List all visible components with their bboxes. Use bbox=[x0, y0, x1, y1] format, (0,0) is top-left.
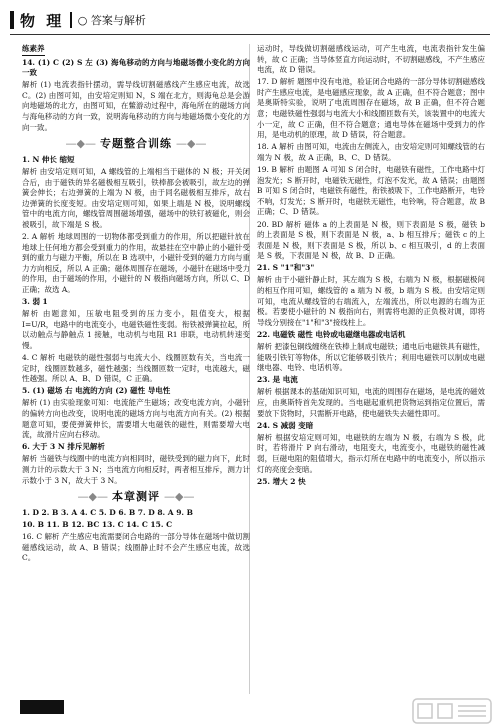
continued-16: 运动时，导线做切割磁感线运动，可产生电流，电流表指针发生偏转，故 C 正确；当导体竖直方向运动时，不切割磁感线，不产生感应电流，故 D 错误。 bbox=[257, 44, 485, 75]
explanation-21: 解析 由于小磁针静止时，其左端为 S 极，右端为 N 极，根据磁极间的相互作用可知，螺线管的 a 端为 N 极，b 端为 S 极。由安培定则可知，电流从螺线管的右端流入，左端流出，所以电源的右端为正极。若要使小磁针的 N 极指向右，则需将电源的正负极对调，即将导线分别接在"1"和"3"接线柱上。 bbox=[257, 275, 485, 327]
explanation-1: 解析 由安培定则可知，A 螺线管的上端相当于磁体的 N 极；开关闭合后，由于磁铁的异名磁极相互吸引，铁棒都会被吸引，故左边的弹簧会伸长；右边弹簧的上端为 N 极，由于同名磁极相互排斥，故右边弹簧的长度变短。由安培定则可知，如果上端是 N 极，说明螺线管中的电流方向，螺线管周围磁场增强，磁场中的铁钉被磁化，则会被吸引，故下端是 S 极。 bbox=[22, 166, 250, 229]
practice-tag: 练素养 bbox=[22, 44, 45, 56]
answer-25: 25. 增大 2 快 bbox=[257, 476, 306, 486]
answer-23: 23. 是 电流 bbox=[257, 375, 298, 385]
explanation-14: 解析 (1) 电流表指针摆动，需导线切割磁感线产生感应电流，故选 C。(2) 由图可知，由安培定则知 N，S 端在北方，则海龟总是会游向地磁场的北方，由图可知，在鳖游动过程中，海龟所在的磁场方向与海龟移动的方向一致，说明海龟移动的方向与地磁场微小变化的方向一致。 bbox=[22, 80, 250, 132]
answer-5: 5. (1) 磁场 右 电流的方向 (2) 磁性 导电性 bbox=[22, 386, 171, 396]
answer-1: 1. N 伸长 缩短 bbox=[22, 154, 75, 164]
answer-6: 6. 大于 3 N 排斥见解析 bbox=[22, 442, 105, 452]
answer-16: 16. C 解析 产生感应电流需要闭合电路的一部分导体在磁场中做切割磁感线运动，故 A、B 错误；线圈静止时不会产生感应电流，故选 C。 bbox=[22, 531, 250, 563]
answer-21: 21. S "1"和"3" bbox=[257, 263, 315, 273]
section-title-special: —◆— 专题整合训练 —◆— bbox=[65, 137, 207, 151]
answers-1-9: 1. D 2. B 3. A 4. C 5. D 6. B 7. D 8. A 9. B bbox=[22, 507, 193, 517]
section-title-test: —◆— 本章测评 —◆— bbox=[77, 490, 195, 504]
answer-3: 3. 弱 1 bbox=[22, 297, 48, 307]
explanation-23: 解析 根据课本的基础知识可知，电流的周围存在磁场，是电流的磁效应，由奥斯特首先发现的。当电磁起重机把货物运到指定位置后，需要放下货物时，只需断开电路，使电磁铁失去磁性即可。 bbox=[257, 387, 485, 418]
explanation-24: 解析 根据安培定则可知，电磁铁的左端为 N 极，右端为 S 极，此时，若将滑片 P 向右滑动，电阻变大，电流变小，电磁铁的磁性减弱，巨磁电阻的阻值增大，指示灯所在电路中的电流变小，所以指示灯的亮度会变暗。 bbox=[257, 432, 485, 474]
left-column bbox=[22, 44, 250, 692]
header-subtitle: ○ 答案与解析 bbox=[77, 14, 146, 27]
page-number-block bbox=[20, 700, 64, 714]
page-header bbox=[10, 6, 490, 35]
answers-10-15: 10. B 11. B 12. BC 13. C 14. C 15. C bbox=[22, 519, 173, 529]
answer-4: 4. C 解析 电磁铁的磁性强弱与电流大小、线圈匝数有关，当电流一定时，线圈匝数越多，磁性越强；当线圈匝数一定时，电流越大，磁性越强。所以 A、B、D 错误，C 正确。 bbox=[22, 353, 250, 384]
header-title: 物 理 bbox=[20, 11, 65, 30]
explanation-22: 解析 把漆包铜线缠绕在铁棒上制成电磁铁；通电后电磁铁具有磁性，能吸引铁钉等物体，所以它能够吸引铁片；利用电磁铁可以制成电磁继电器、电铃、电话机等。 bbox=[257, 342, 485, 373]
explanation-3: 解析 由题意知，压敏电阻受到的压力变小，阻值变大，根据 I=U/R，电路中的电流变小，电磁铁磁性变弱。衔铁被弹簧拉起，所以动触点与静触点 1 接触，电动机与电阻 R1 串联，电动机转速变慢。 bbox=[22, 309, 250, 350]
right-column bbox=[257, 44, 485, 692]
answer-14: 14. (1) C (2) S 左 (3) 海龟移动的方向与地磁场微小变化的方向一致 bbox=[22, 57, 250, 78]
answer-22: 22. 电磁铁 磁性 电铃或电磁继电器或电话机 bbox=[257, 329, 406, 339]
answer-24: 24. S 减弱 变暗 bbox=[257, 420, 314, 430]
explanation-5: 解析 (1) 由实验现象可知：电流能产生磁场；改变电流方向，小磁针的偏转方向也改变，说明电流的磁场方向与电流方向有关。(2) 根据题意可知，要使弹簧伸长，需要增大电磁铁的磁性，则需要增大电流，故滑片应向右移动。 bbox=[22, 398, 250, 440]
answer-2: 2. A 解析 地球周围的一切物体都受到重力的作用，所以把磁针放在地球上任何地方都会受到重力的作用，故悬挂在空中静止的小磁针受到的重力与磁力平衡，所以在 B 选项中，小磁针受到的磁力方向与重力方向相反，所以 A 正确；磁体周围存在磁场，小磁针在磁场中受力的作用，由于磁场的作用，小磁针的 N 极指向磁场方向，所以 C、D 正确；故选 A。 bbox=[22, 232, 250, 294]
answer-19: 19. B 解析 由题图 A 可知 S 闭合时，电磁铁有磁性，工作电路中灯泡发光；S 断开时，电磁铁无磁性，灯泡不发光，故 A 错误；由题图 B 可知 S 闭合时，电磁铁有磁性，衔铁被吸下，工作电路断开，电铃不响，灯发光；S 断开时，电磁铁无磁性，电铃响，符合题意，故 B 正确；C、D 错误。 bbox=[257, 165, 485, 217]
answer-18: 18. A 解析 由图可知，电流由左侧流入，由安培定则可知螺线管的右端为 N 极，故 A 正确，B、C、D 错误。 bbox=[257, 142, 485, 162]
header-separator bbox=[70, 12, 72, 28]
answer-20: 20. BD 解析 磁体 a 的上表面是 N 极，则下表面是 S 极，磁铁 b 的上表面是 S 极，则下表面是 N 极，a、b 相互排斥；磁铁 c 的上表面是 N 极，则下表面是 S 极，所以 b、c 相互吸引，d 的上表面是 S 极，下表面是 N 极，故 B、D 正确。 bbox=[257, 219, 485, 261]
header-bar bbox=[10, 11, 14, 29]
answer-17: 17. D 解析 题图中没有电池，验证闭合电路的一部分导体切割磁感线时产生感应电流，是电磁感应现象，故 A 正确，但不符合题意；图中是奥斯特实验，说明了电流周围存在磁场，故 B 正确，但不符合题意；电磁铁磁性强弱与电流大小和线圈匝数有关，该装置中的电流大小一定，故 C 正确，但不符合题意；通电导体在磁场中受到力的作用，是电动机的原理，故 D 错误，符合题意。 bbox=[257, 77, 485, 140]
watermark-logo bbox=[412, 698, 492, 724]
explanation-6: 解析 当磁铁与线圈中的电流方向相同时，磁铁受到的磁力向下，此时测力计的示数大于 3 N；当电流方向相反时，两者相互排斥，测力计示数小于 3 N，故大于 3 N。 bbox=[22, 454, 250, 485]
